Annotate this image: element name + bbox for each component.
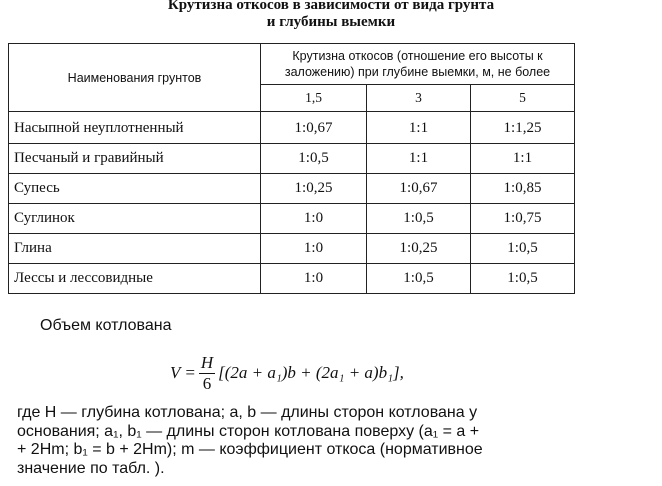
- slope-value: 1:0,25: [261, 174, 367, 204]
- soil-name-header: Наименования грунтов: [9, 44, 261, 112]
- slope-value: 1:0,5: [471, 234, 575, 264]
- slope-value: 1:0: [261, 264, 367, 294]
- fraction-numerator: H: [200, 352, 214, 372]
- fraction-denominator: 6: [202, 373, 212, 393]
- formula-explanation: [17, 404, 657, 478]
- depth-header-3: 5: [471, 85, 575, 112]
- slope-table: [8, 43, 575, 294]
- explanation-line-1: где H — глубина котлована; a, b — длины сторон котлована у: [17, 404, 478, 421]
- slope-value: 1:0,75: [471, 204, 575, 234]
- slope-value: 1:1,25: [471, 112, 575, 144]
- slope-value: 1:0,5: [261, 144, 367, 174]
- explanation-line-4: значение по табл. ).: [17, 459, 165, 477]
- slope-value: 1:1: [471, 144, 575, 174]
- table-row: [9, 144, 575, 174]
- formula-rhs: [(2a + a₁)b + (2a₁ + a)b₁],: [218, 363, 404, 382]
- table-row: [9, 264, 575, 294]
- soil-name: Суглинок: [9, 204, 261, 234]
- table-title-line-1: Крутизна откосов в зависимости от вида грунта: [167, 0, 495, 13]
- slope-value: 1:0,67: [367, 174, 471, 204]
- soil-name: Песчаный и гравийный: [9, 144, 261, 174]
- soil-name: Насыпной неуплотненный: [9, 112, 261, 144]
- table-row: [9, 234, 575, 264]
- explanation-line-3: + 2Hm; b₁ = b + 2Hm); m — коэффициент откоса (нормативное: [17, 441, 483, 458]
- slope-value: 1:0,5: [367, 204, 471, 234]
- slope-value: 1:0,5: [367, 264, 471, 294]
- table-title: [0, 0, 662, 31]
- slope-value: 1:0,85: [471, 174, 575, 204]
- soil-name: Лессы и лессовидные: [9, 264, 261, 294]
- slope-value: 1:0: [261, 234, 367, 264]
- slope-value: 1:0,67: [261, 112, 367, 144]
- slope-value: 1:0,5: [471, 264, 575, 294]
- table-row: [9, 204, 575, 234]
- table-row: [9, 112, 575, 144]
- slope-value: 1:1: [367, 144, 471, 174]
- table-title-line-2: и глубины выемки: [266, 14, 396, 30]
- explanation-line-2: основания; a₁, b₁ — длины сторон котлована поверху (a₁ = a +: [17, 422, 480, 440]
- slope-value: 1:0: [261, 204, 367, 234]
- formula-fraction: [199, 353, 215, 394]
- volume-label: Объем котлована: [40, 317, 172, 334]
- slope-value: 1:1: [367, 112, 471, 144]
- depth-header-1: 1,5: [261, 85, 367, 112]
- slope-header: Крутизна откосов (отношение его высоты к заложению) при глубине выемки, м, не более: [261, 44, 575, 85]
- slope-value: 1:0,25: [367, 234, 471, 264]
- depth-header-2: 3: [367, 85, 471, 112]
- formula-lhs: V =: [170, 363, 196, 382]
- soil-name: Глина: [9, 234, 261, 264]
- table-row: [9, 174, 575, 204]
- soil-name: Супесь: [9, 174, 261, 204]
- volume-formula: [170, 348, 404, 398]
